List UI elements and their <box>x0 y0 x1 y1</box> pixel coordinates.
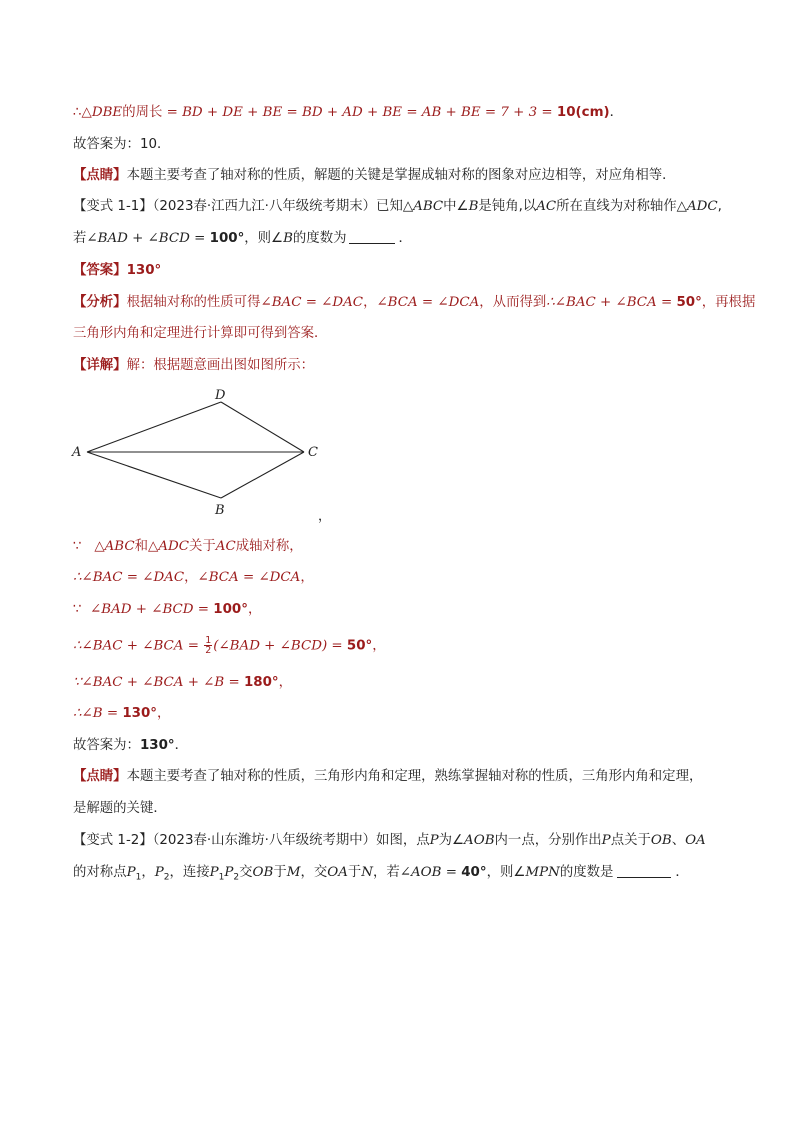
vertex-label-a: A <box>72 445 82 460</box>
key-point-1: 【点睛】本题主要考查了轴对称的性质，解题的关键是掌握成轴对称的图象对应边相等，对应角相等． <box>73 168 676 183</box>
segment-bc <box>221 452 304 498</box>
answer-statement-1: 故答案为：10． <box>73 137 171 152</box>
step-2: ∴∠BAC = ∠DAC，∠BCA = ∠DCA， <box>73 570 314 585</box>
key-point-2-line-1: 【点睛】本题主要考查了轴对称的性质，三角形内角和定理，熟练掌握轴对称的性质，三角形内角和定理， <box>73 769 703 784</box>
answer-line: 【答案】130° <box>73 263 162 278</box>
step-5: ∵∠BAC + ∠BCA + ∠B = 180°， <box>73 675 293 690</box>
therefore-symbol: ∴△ <box>73 105 92 120</box>
answer-blank-2 <box>617 863 671 878</box>
variant-1-2-line-1: 【变式 1-2】（2023春·山东潍坊·八年级统考期中）如图，点P为∠AOB内一点，分别作出P点关于OB、OA <box>73 833 706 848</box>
vertex-label-b: B <box>215 503 225 518</box>
kite-figure <box>66 386 346 528</box>
vertex-label-c: C <box>308 445 318 460</box>
variant-1-1-line-1: 【变式 1-1】（2023春·江西九江·八年级统考期末）已知△ABC中∠B是钝角,以AC所在直线为对称轴作△ADC, <box>73 199 722 214</box>
step-1: ∵ △ABC和△ADC关于AC成轴对称， <box>73 539 303 554</box>
answer-blank <box>349 229 395 244</box>
perimeter-line: ∴△DBE的周长 = BD + DE + BE = BD + AD + BE = AB + BE = 7 + 3 = 10(cm)． <box>73 105 624 120</box>
vertex-label-d: D <box>215 388 226 403</box>
segment-dc <box>221 402 304 452</box>
variant-1-2-line-2: 的对称点$P_1$，$P_2$，连接$P_1P_2$交OB于M，交OA于N，若∠AOB = 40°，则∠MPN的度数是 ． <box>73 865 689 883</box>
variant-1-1-line-2: 若∠BAD + ∠BCD = 100°，则∠B的度数为 ． <box>73 231 412 246</box>
step-4: ∴∠BAC + ∠BCA = $\frac{1}{2}$ (∠BAD + ∠BCD) = 50°， <box>73 635 386 656</box>
segment-ab <box>87 452 221 498</box>
segment-ad <box>87 402 221 452</box>
one-half-fraction: $\frac{1}{2}$ <box>205 635 212 656</box>
step-6: ∴∠B = 130°， <box>73 706 171 721</box>
step-3: ∵ ∠BAD + ∠BCD = 100°， <box>73 602 262 617</box>
step-7: 故答案为：130°． <box>73 738 188 753</box>
detail-line: 【详解】解：根据题意画出图如图所示： <box>73 358 315 373</box>
figure-comma: ， <box>318 509 332 524</box>
key-point-2-line-2: 是解题的关键． <box>73 801 167 816</box>
analysis-line-1: 【分析】根据轴对称的性质可得∠BAC = ∠DAC，∠BCA = ∠DCA，从而得到∴∠BAC + ∠BCA = 50°，再根据 <box>73 295 756 310</box>
analysis-line-2: 三角形内角和定理进行计算即可得到答案． <box>73 326 328 341</box>
variant-tag: 【变式 1-1】 <box>73 199 153 214</box>
